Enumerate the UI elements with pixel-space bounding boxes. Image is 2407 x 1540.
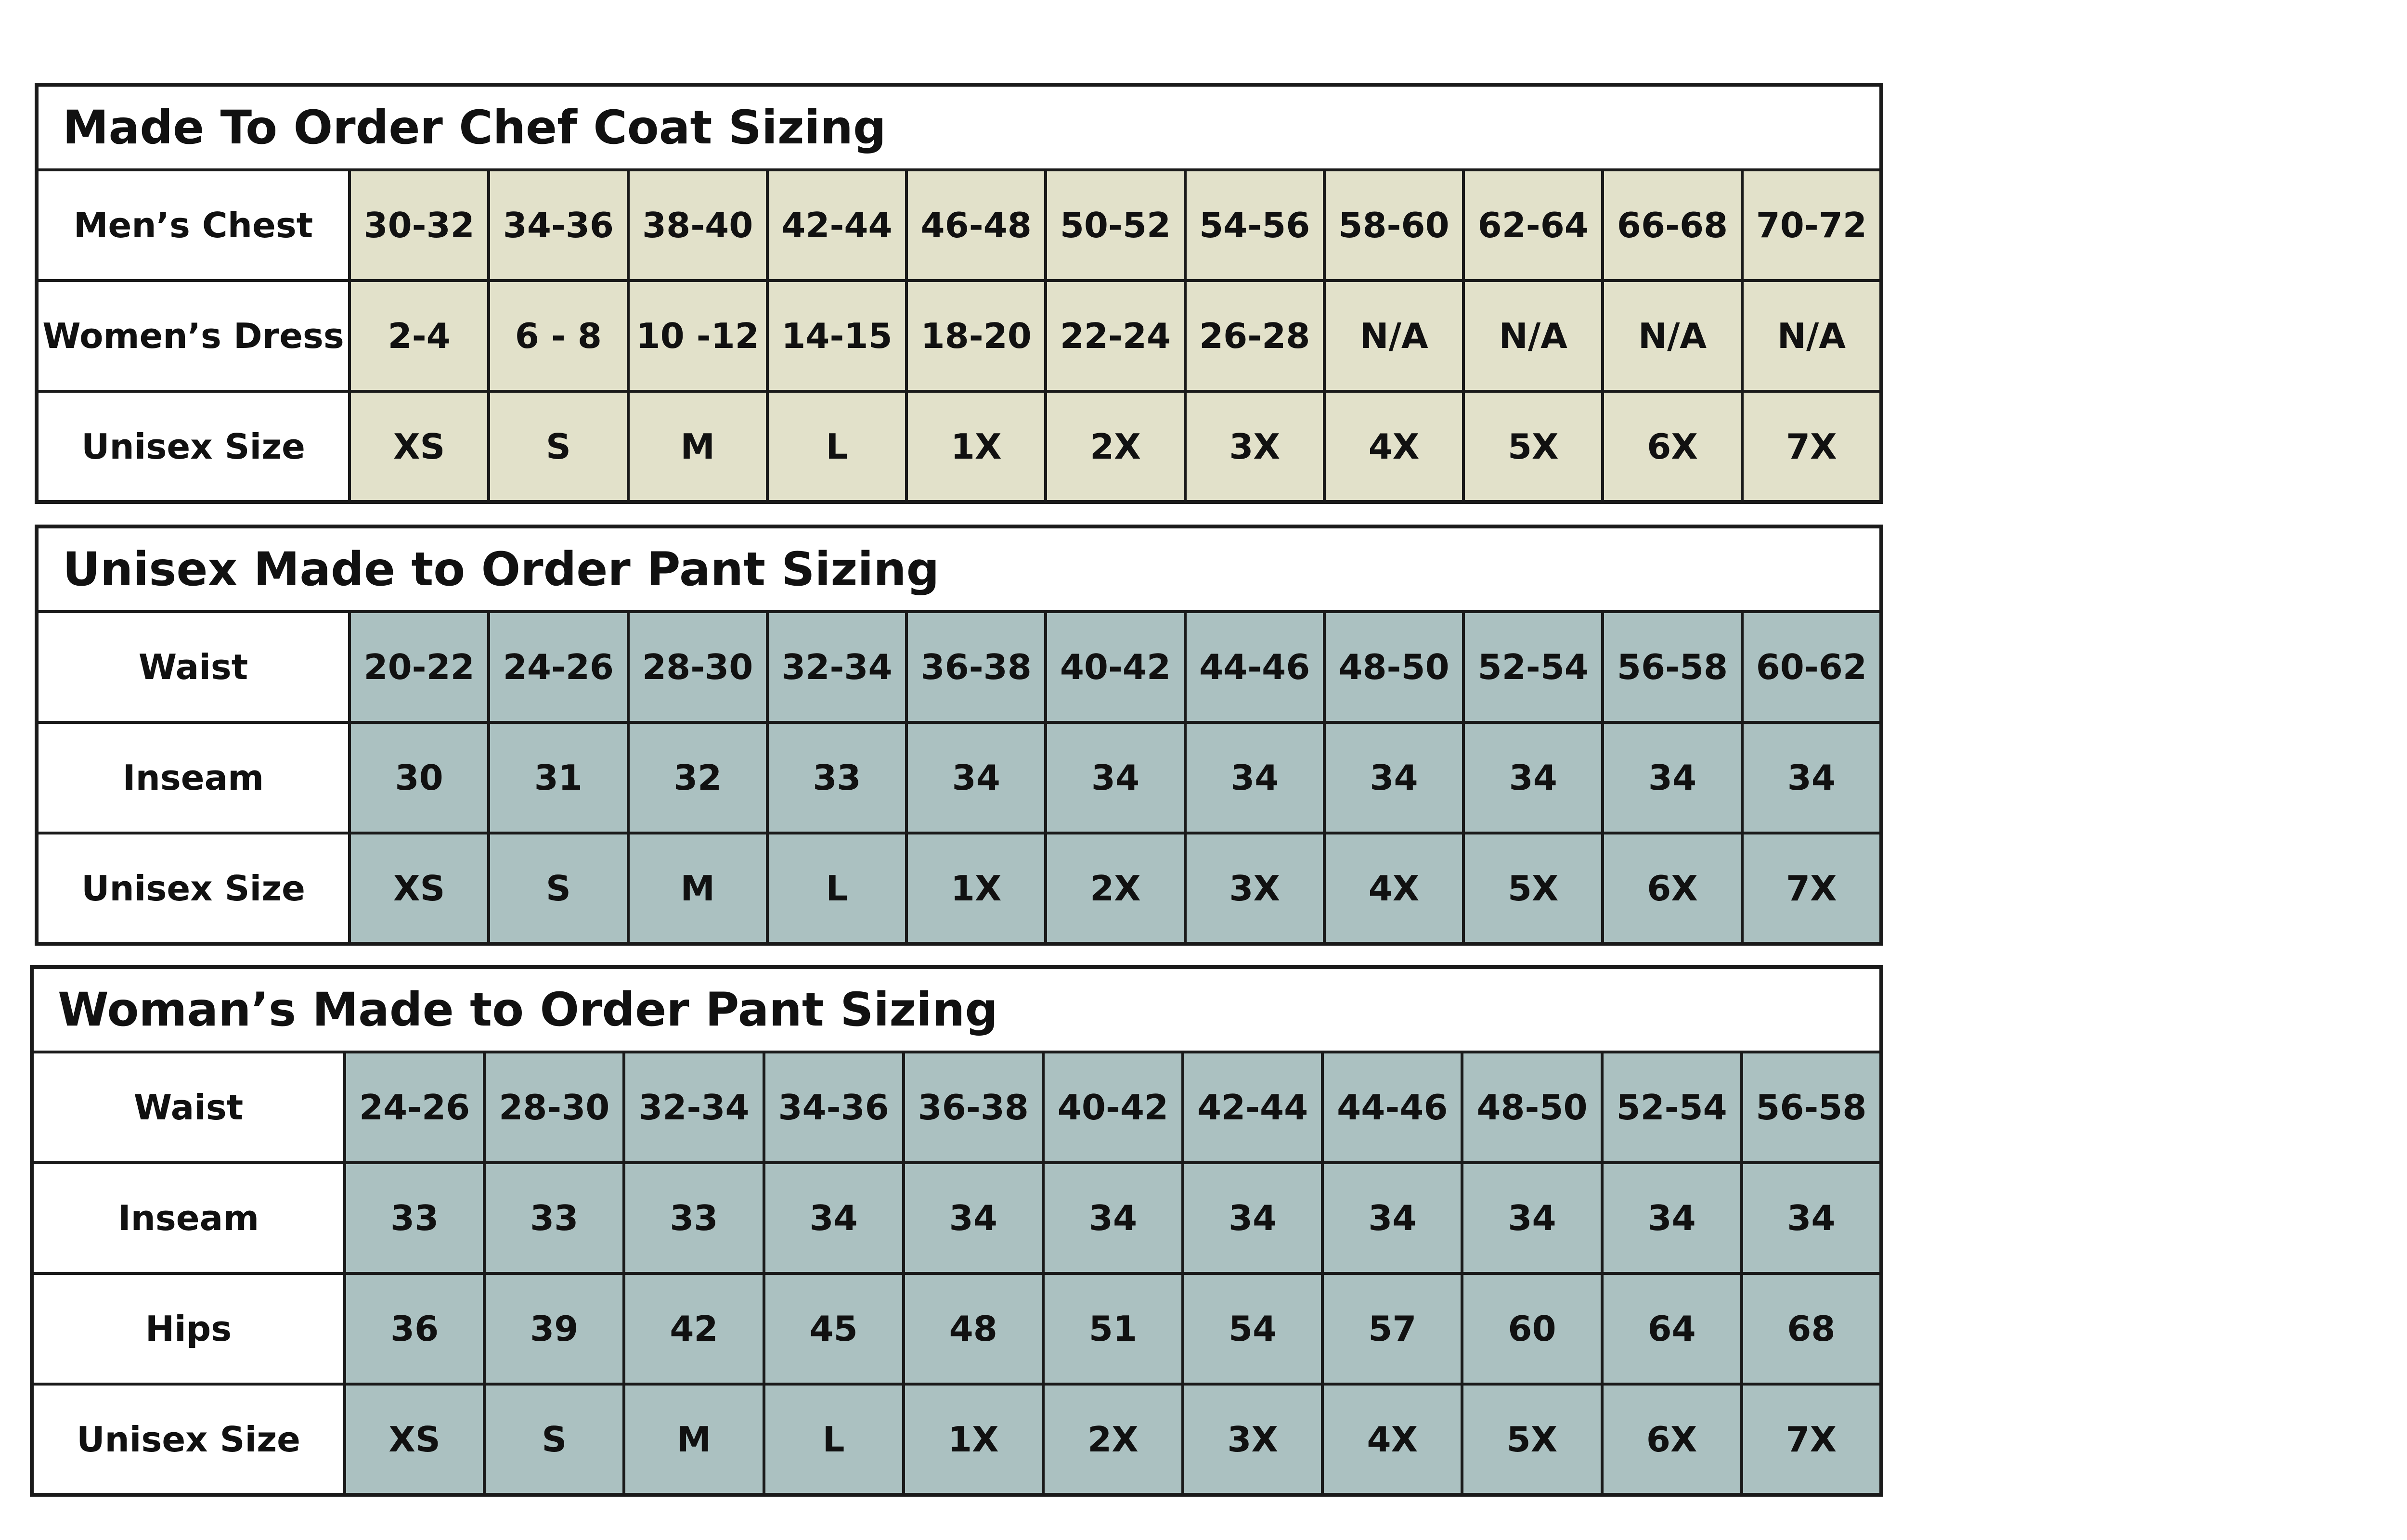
- size-cell: 14-15: [767, 281, 906, 391]
- size-cell: 33: [484, 1163, 624, 1273]
- size-cell: 54: [1183, 1273, 1322, 1384]
- size-cell: 54-56: [1185, 170, 1324, 281]
- table-title-row: [37, 526, 1881, 612]
- size-cell: XS: [345, 1384, 484, 1495]
- size-cell: 66-68: [1603, 170, 1742, 281]
- table-title: Made To Order Chef Coat Sizing: [37, 85, 1881, 170]
- row-label: Unisex Size: [37, 833, 349, 944]
- size-cell: 34: [1183, 1163, 1322, 1273]
- table-row: [37, 833, 1881, 944]
- size-cell: 6 - 8: [489, 281, 628, 391]
- size-cell: 4X: [1322, 1384, 1462, 1495]
- size-cell: 52-54: [1602, 1052, 1742, 1163]
- size-cell: 18-20: [906, 281, 1046, 391]
- size-cell: M: [628, 391, 767, 502]
- size-cell: 51: [1043, 1273, 1183, 1384]
- size-cell: 32: [628, 722, 767, 833]
- size-cell: 64: [1602, 1273, 1742, 1384]
- size-cell: N/A: [1463, 281, 1603, 391]
- size-cell: 42-44: [767, 170, 906, 281]
- size-cell: 33: [624, 1163, 764, 1273]
- size-cell: 30: [349, 722, 489, 833]
- size-cell: 34: [764, 1163, 904, 1273]
- row-label: Inseam: [37, 722, 349, 833]
- size-cell: S: [489, 391, 628, 502]
- size-cell: 34-36: [764, 1052, 904, 1163]
- table-row: [37, 170, 1881, 281]
- size-cell: 34: [1463, 722, 1603, 833]
- size-cell: 60: [1462, 1273, 1602, 1384]
- size-cell: L: [767, 833, 906, 944]
- size-cell: 6X: [1603, 833, 1742, 944]
- size-cell: 45: [764, 1273, 904, 1384]
- size-cell: 34: [1324, 722, 1463, 833]
- size-cell: M: [628, 833, 767, 944]
- size-cell: 58-60: [1324, 170, 1463, 281]
- size-cell: 26-28: [1185, 281, 1324, 391]
- size-cell: S: [489, 833, 628, 944]
- size-cell: 1X: [904, 1384, 1043, 1495]
- size-cell: 2X: [1046, 833, 1185, 944]
- size-cell: 7X: [1742, 1384, 1881, 1495]
- size-cell: 36: [345, 1273, 484, 1384]
- size-cell: 34: [1742, 722, 1881, 833]
- size-cell: 52-54: [1463, 612, 1603, 722]
- size-cell: N/A: [1603, 281, 1742, 391]
- size-cell: 3X: [1183, 1384, 1322, 1495]
- row-label: Women’s Dress: [37, 281, 349, 391]
- row-label: Unisex Size: [37, 391, 349, 502]
- size-cell: 32-34: [624, 1052, 764, 1163]
- size-cell: 36-38: [906, 612, 1046, 722]
- size-cell: 34: [1462, 1163, 1602, 1273]
- woman-pant-sizing-table: [30, 965, 1883, 1497]
- size-cell: 40-42: [1043, 1052, 1183, 1163]
- size-cell: 34: [1602, 1163, 1742, 1273]
- size-cell: 42-44: [1183, 1052, 1322, 1163]
- size-cell: 24-26: [345, 1052, 484, 1163]
- unisex-pant-sizing-table: [35, 525, 1883, 946]
- table-title-row: [37, 85, 1881, 170]
- size-cell: 33: [345, 1163, 484, 1273]
- size-cell: 70-72: [1742, 170, 1881, 281]
- size-cell: S: [484, 1384, 624, 1495]
- size-cell: 48: [904, 1273, 1043, 1384]
- chef-coat-sizing-table: [35, 83, 1883, 504]
- size-cell: 4X: [1324, 833, 1463, 944]
- row-label: Waist: [37, 612, 349, 722]
- size-cell: 5X: [1463, 391, 1603, 502]
- row-label: Men’s Chest: [37, 170, 349, 281]
- size-cell: 34: [1322, 1163, 1462, 1273]
- size-cell: 38-40: [628, 170, 767, 281]
- size-cell: M: [624, 1384, 764, 1495]
- size-cell: 34: [1742, 1163, 1881, 1273]
- row-label: Inseam: [32, 1163, 345, 1273]
- size-cell: 2-4: [349, 281, 489, 391]
- size-cell: 34-36: [489, 170, 628, 281]
- table-row: [37, 612, 1881, 722]
- table-row: [32, 1052, 1881, 1163]
- size-cell: 34: [1046, 722, 1185, 833]
- row-label: Hips: [32, 1273, 345, 1384]
- size-cell: 34: [1185, 722, 1324, 833]
- table-row: [32, 1384, 1881, 1495]
- size-cell: 33: [767, 722, 906, 833]
- size-cell: XS: [349, 833, 489, 944]
- size-cell: XS: [349, 391, 489, 502]
- size-cell: 50-52: [1046, 170, 1185, 281]
- size-cell: N/A: [1324, 281, 1463, 391]
- size-cell: 40-42: [1046, 612, 1185, 722]
- size-cell: 42: [624, 1273, 764, 1384]
- size-cell: 5X: [1462, 1384, 1602, 1495]
- size-cell: L: [767, 391, 906, 502]
- size-cell: 3X: [1185, 391, 1324, 502]
- size-cell: 56-58: [1603, 612, 1742, 722]
- size-cell: 7X: [1742, 833, 1881, 944]
- size-cell: 34: [1043, 1163, 1183, 1273]
- table-title: Unisex Made to Order Pant Sizing: [37, 526, 1881, 612]
- size-cell: 60-62: [1742, 612, 1881, 722]
- size-cell: 5X: [1463, 833, 1603, 944]
- size-cell: 39: [484, 1273, 624, 1384]
- size-cell: 1X: [906, 833, 1046, 944]
- size-cell: 6X: [1602, 1384, 1742, 1495]
- size-cell: 34: [1603, 722, 1742, 833]
- size-cell: 36-38: [904, 1052, 1043, 1163]
- size-cell: 1X: [906, 391, 1046, 502]
- size-cell: 44-46: [1322, 1052, 1462, 1163]
- size-cell: 48-50: [1462, 1052, 1602, 1163]
- size-cell: 22-24: [1046, 281, 1185, 391]
- table-row: [37, 391, 1881, 502]
- size-cell: 34: [906, 722, 1046, 833]
- size-cell: 34: [904, 1163, 1043, 1273]
- size-cell: 57: [1322, 1273, 1462, 1384]
- table-row: [37, 722, 1881, 833]
- size-cell: 24-26: [489, 612, 628, 722]
- size-cell: L: [764, 1384, 904, 1495]
- size-cell: 62-64: [1463, 170, 1603, 281]
- table-row: [32, 1163, 1881, 1273]
- size-cell: 48-50: [1324, 612, 1463, 722]
- size-cell: N/A: [1742, 281, 1881, 391]
- size-cell: 2X: [1046, 391, 1185, 502]
- table-title-row: [32, 967, 1881, 1052]
- size-cell: 28-30: [628, 612, 767, 722]
- size-cell: 56-58: [1742, 1052, 1881, 1163]
- table-row: [37, 281, 1881, 391]
- table-row: [32, 1273, 1881, 1384]
- size-cell: 6X: [1603, 391, 1742, 502]
- size-cell: 10 -12: [628, 281, 767, 391]
- size-cell: 44-46: [1185, 612, 1324, 722]
- row-label: Unisex Size: [32, 1384, 345, 1495]
- size-cell: 31: [489, 722, 628, 833]
- size-cell: 3X: [1185, 833, 1324, 944]
- size-cell: 4X: [1324, 391, 1463, 502]
- table-title: Woman’s Made to Order Pant Sizing: [32, 967, 1881, 1052]
- size-cell: 68: [1742, 1273, 1881, 1384]
- size-cell: 28-30: [484, 1052, 624, 1163]
- size-cell: 7X: [1742, 391, 1881, 502]
- size-cell: 30-32: [349, 170, 489, 281]
- size-cell: 2X: [1043, 1384, 1183, 1495]
- row-label: Waist: [32, 1052, 345, 1163]
- size-cell: 20-22: [349, 612, 489, 722]
- size-cell: 46-48: [906, 170, 1046, 281]
- size-cell: 32-34: [767, 612, 906, 722]
